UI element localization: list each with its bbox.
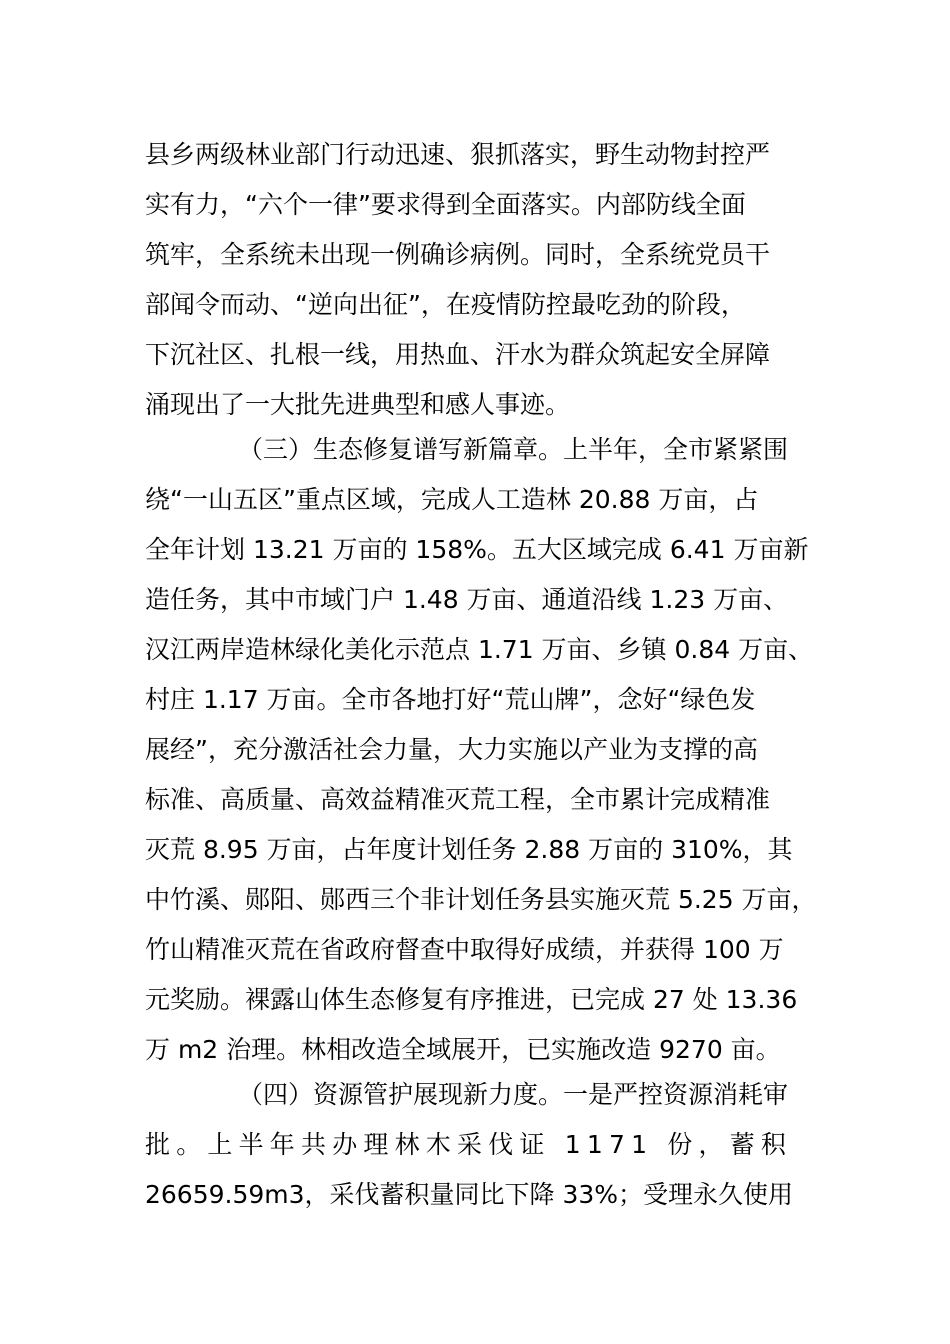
text-line: 万 m2 治理。林相改造全域展开，已实施改造 9270 亩。	[145, 1035, 781, 1064]
text-line: 下沉社区、扎根一线，用热血、汗水为群众筑起安全屏障	[145, 340, 771, 369]
text-line: 标准、高质量、高效益精准灭荒工程，全市累计完成精准	[145, 785, 771, 814]
text-line: 造任务，其中市域门户 1.48 万亩、通道沿线 1.23 万亩、	[145, 585, 789, 614]
section-heading-line: （四）资源管护展现新力度。一是严控资源消耗审	[238, 1080, 789, 1109]
text-line: 村庄 1.17 万亩。全市各地打好“荒山牌”，念好“绿色发	[145, 685, 756, 714]
text-line: 26659.59m3，采伐蓄积量同比下降 33%；受理永久使用	[145, 1180, 794, 1209]
text-line: 元奖励。裸露山体生态修复有序推进，已完成 27 处 13.36	[145, 985, 798, 1014]
text-line: 实有力，“六个一律”要求得到全面落实。内部防线全面	[145, 190, 746, 219]
text-line: 筑牢，全系统未出现一例确诊病例。同时，全系统党员干	[145, 240, 771, 269]
text-line: 灭荒 8.95 万亩，占年度计划任务 2.88 万亩的 310%，其	[145, 835, 793, 864]
text-line: 县乡两级林业部门行动迅速、狠抓落实，野生动物封控严	[145, 140, 771, 169]
text-line: 汉江两岸造林绿化美化示范点 1.71 万亩、乡镇 0.84 万亩、	[145, 635, 814, 664]
text-line: 批。上半年共办理林木采伐证 1171 份，蓄积	[145, 1130, 793, 1159]
text-line: 部闻令而动、“逆向出征”，在疫情防控最吃劲的阶段，	[145, 290, 746, 319]
text-line: 中竹溪、郧阳、郧西三个非计划任务县实施灭荒 5.25 万亩，	[145, 885, 817, 914]
text-line: 全年计划 13.21 万亩的 158%。五大区域完成 6.41 万亩新	[145, 535, 809, 564]
text-line: 涌现出了一大批先进典型和感人事迹。	[145, 390, 571, 419]
text-line: 绕“一山五区”重点区域，完成人工造林 20.88 万亩，占	[145, 485, 759, 514]
text-line: 展经”，充分激活社会力量，大力实施以产业为支撑的高	[145, 735, 758, 764]
section-heading-line: （三）生态修复谱写新篇章。上半年，全市紧紧围	[238, 435, 789, 464]
text-line: 竹山精准灭荒在省政府督查中取得好成绩，并获得 100 万	[145, 935, 784, 964]
